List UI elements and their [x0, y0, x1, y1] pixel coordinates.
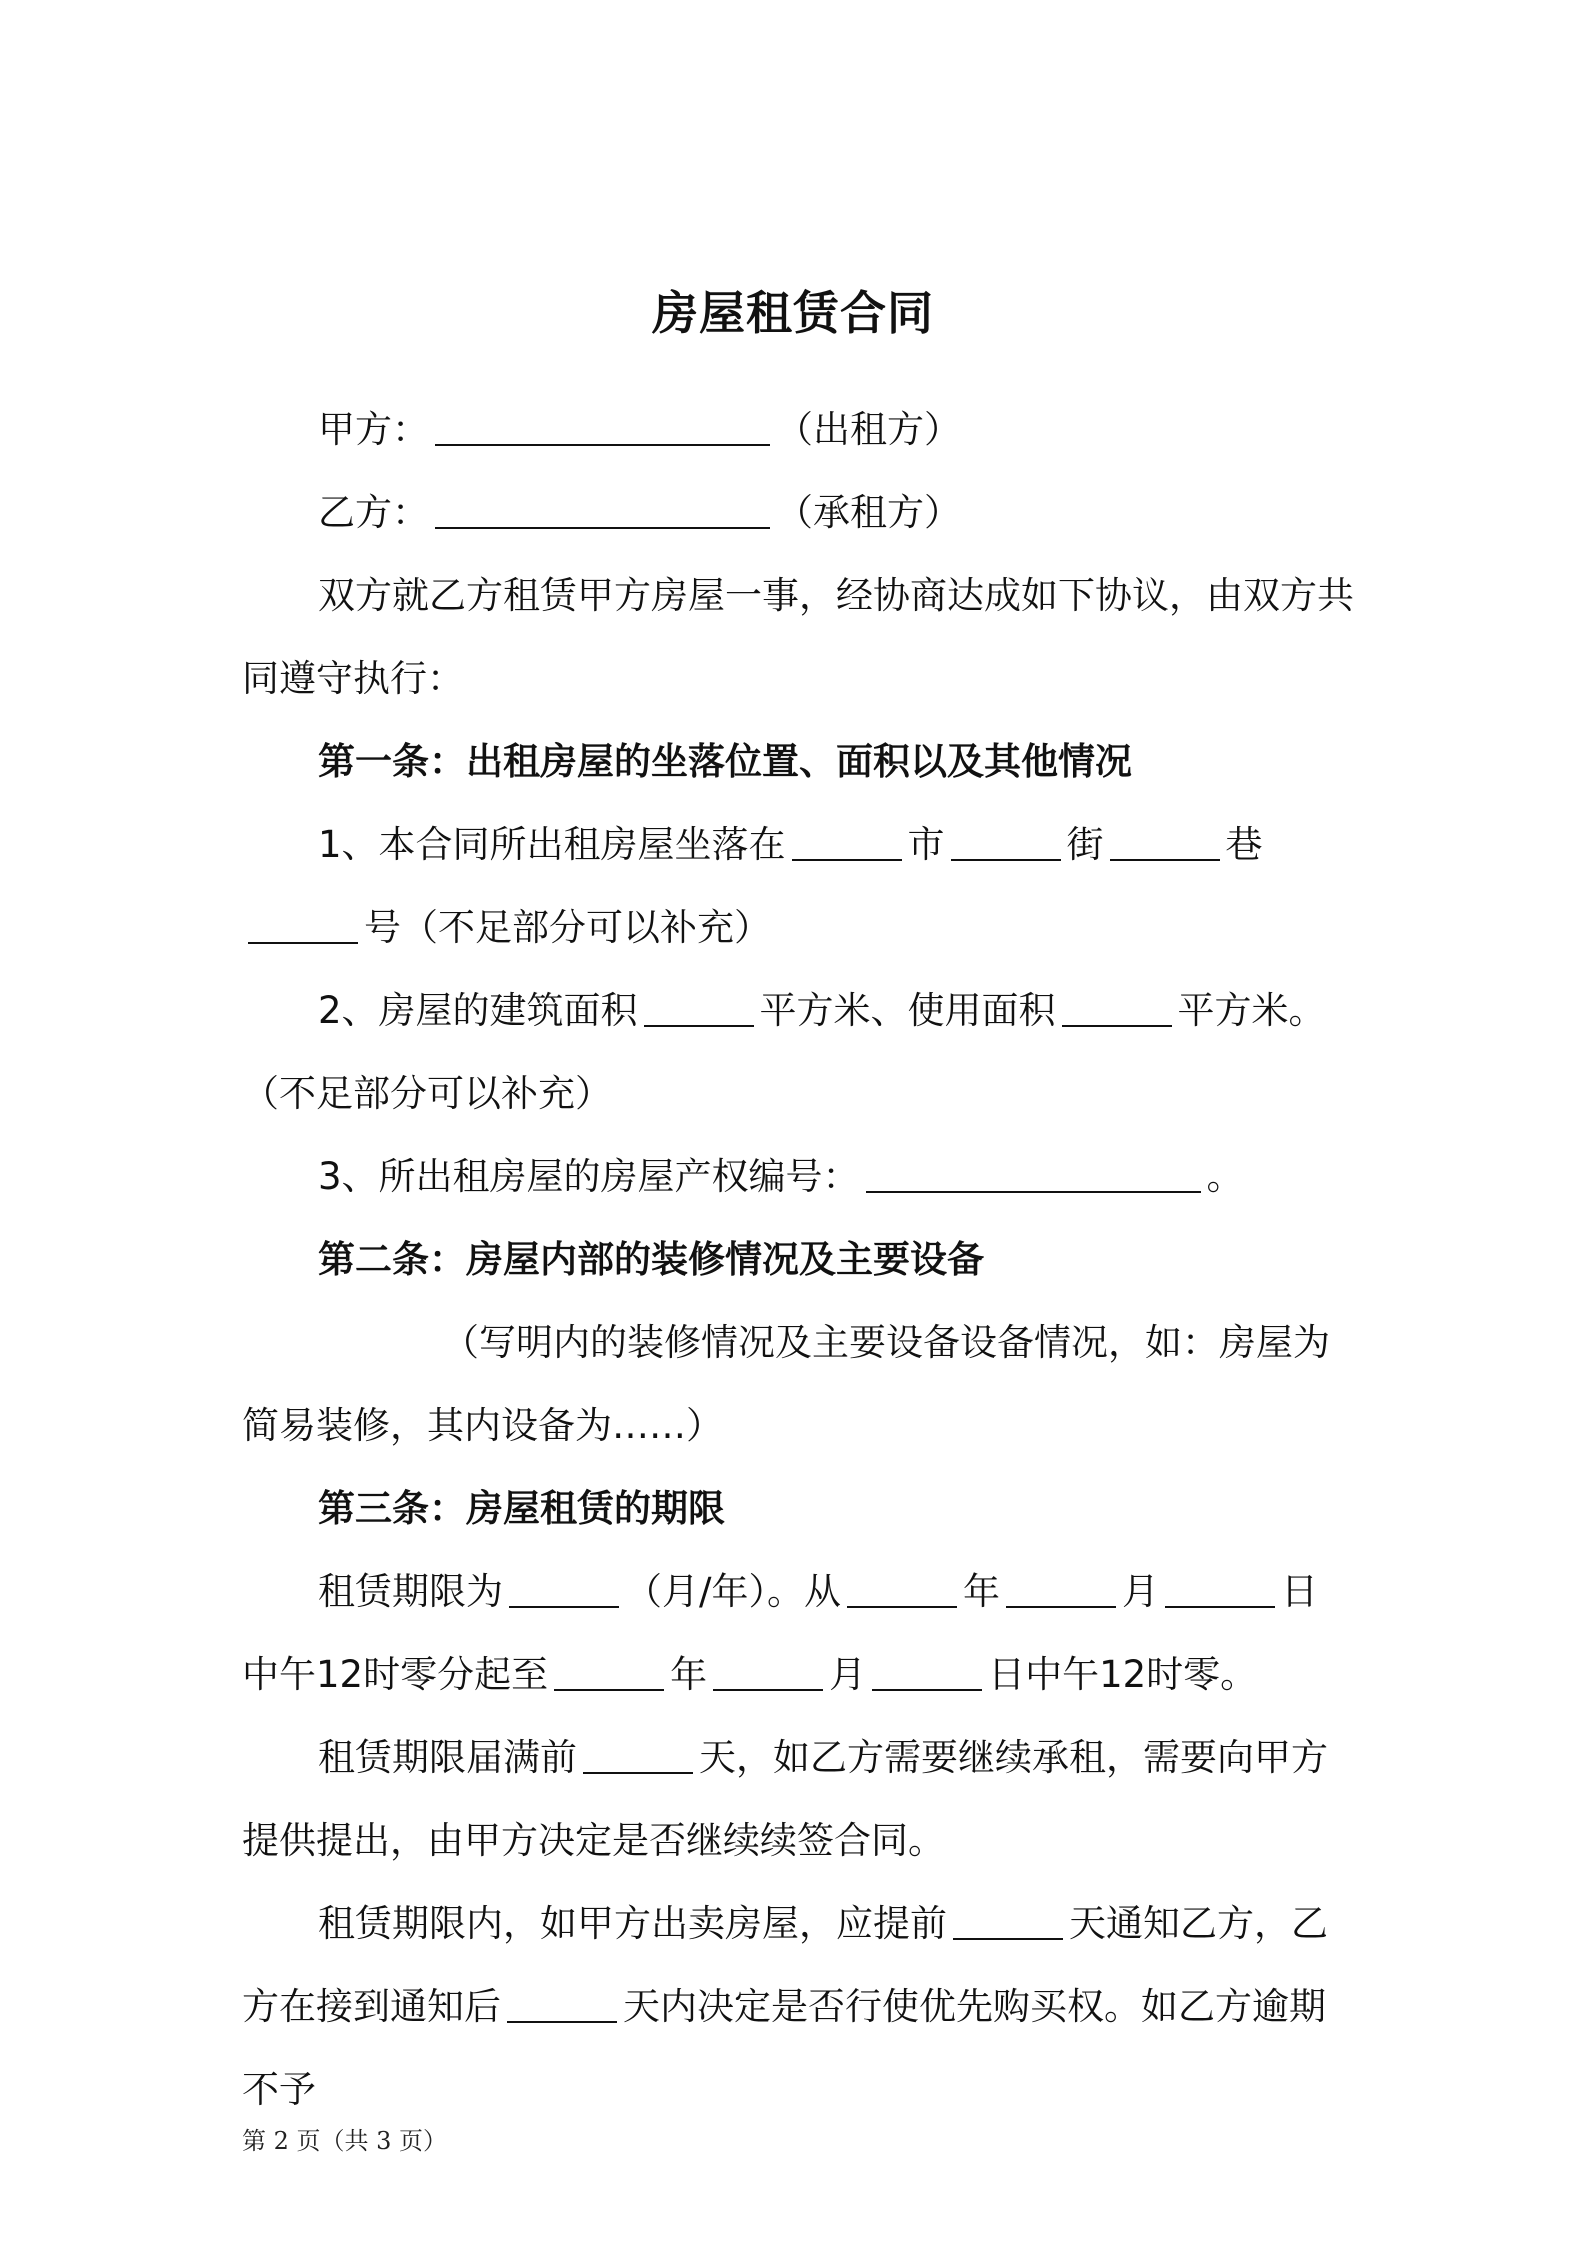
usable-area-blank[interactable]: [1062, 1024, 1172, 1027]
item1-text-c: 街: [1066, 823, 1104, 866]
renew-text-b: 天，如乙方需要继续承租，需要向甲方提供提出，由甲方决定是否继续续签合同。: [242, 1736, 1328, 1862]
start-day-blank[interactable]: [1165, 1605, 1275, 1608]
start-month-blank[interactable]: [1006, 1605, 1116, 1608]
party-a-label: 甲方：: [318, 408, 429, 451]
article3-sale: [242, 1882, 1354, 2131]
term-text-d: 月: [1121, 1570, 1159, 1613]
city-blank[interactable]: [792, 858, 902, 861]
party-b-blank[interactable]: [435, 526, 770, 529]
party-a-blank[interactable]: [435, 443, 770, 446]
party-b-role: （承租方）: [776, 491, 961, 534]
article1-heading: 第一条：出租房屋的坐落位置、面积以及其他情况: [318, 740, 1132, 783]
intro-paragraph: 双方就乙方租赁甲方房屋一事，经协商达成如下协议，由双方共同遵守执行：: [242, 574, 1354, 700]
start-year-blank[interactable]: [847, 1605, 957, 1608]
page-footer: 第 2 页（共 3 页）: [242, 2127, 448, 2155]
lane-blank[interactable]: [1110, 858, 1220, 861]
document-title: 房屋租赁合同: [652, 286, 934, 340]
property-number-blank[interactable]: [866, 1190, 1201, 1193]
end-day-blank[interactable]: [872, 1688, 982, 1691]
renewal-days-blank[interactable]: [583, 1771, 693, 1774]
article1-item3: [242, 1135, 1354, 1218]
end-month-blank[interactable]: [713, 1688, 823, 1691]
sale-text-b: 天通知乙方，乙方在接到通知后: [242, 1902, 1328, 2028]
article3-heading: 第三条：房屋租赁的期限: [318, 1487, 725, 1530]
item2-text-b: 平方米、使用面积: [759, 989, 1056, 1032]
term-text-b: （月/年）。从: [625, 1570, 841, 1613]
article3-term: [242, 1550, 1354, 1716]
article2-heading: 第二条：房屋内部的装修情况及主要设备: [318, 1238, 984, 1281]
article1-item2: [242, 969, 1354, 1135]
item3-text-a: 3、所出租房屋的房屋产权编号：: [318, 1155, 860, 1198]
item1-text-d: 巷: [1225, 823, 1263, 866]
term-text-a: 租赁期限为: [318, 1570, 503, 1613]
term-text-e: 日中午12时零分起至: [242, 1570, 1318, 1696]
sale-text-a: 租赁期限内，如甲方出卖房屋，应提前: [318, 1902, 947, 1945]
sale-text-c: 天内决定是否行使优先购买权。如乙方逾期不予: [242, 1985, 1326, 2111]
party-b-line: [242, 471, 1354, 554]
number-blank[interactable]: [248, 941, 358, 944]
term-text-f: 年: [670, 1653, 708, 1696]
item2-text-c: 平方米。（不足部分可以补充）: [242, 989, 1326, 1115]
item1-text-a: 1、本合同所出租房屋坐落在: [318, 823, 786, 866]
party-a-line: [242, 388, 1354, 471]
party-a-role: （出租方）: [776, 408, 961, 451]
street-blank[interactable]: [951, 858, 1061, 861]
renew-text-a: 租赁期限届满前: [318, 1736, 577, 1779]
item1-text-e: 号（不足部分可以补充）: [364, 906, 771, 949]
notice-days-blank[interactable]: [953, 1937, 1063, 1940]
term-text-h: 日中午12时零。: [988, 1653, 1258, 1696]
item2-text-a: 2、房屋的建筑面积: [318, 989, 638, 1032]
building-area-blank[interactable]: [644, 1024, 754, 1027]
item1-text-b: 市: [907, 823, 945, 866]
term-length-blank[interactable]: [509, 1605, 619, 1608]
decision-days-blank[interactable]: [507, 2020, 617, 2023]
article1-item1: [242, 803, 1354, 969]
document-body: [242, 388, 1354, 2131]
term-text-c: 年: [962, 1570, 1000, 1613]
article3-renewal: [242, 1716, 1354, 1882]
term-text-g: 月: [829, 1653, 867, 1696]
end-year-blank[interactable]: [554, 1688, 664, 1691]
article2-note: （写明内的装修情况及主要设备设备情况，如：房屋为简易装修，其内设备为……）: [242, 1321, 1330, 1447]
item3-text-b: 。: [1206, 1155, 1244, 1198]
party-b-label: 乙方：: [318, 491, 429, 534]
